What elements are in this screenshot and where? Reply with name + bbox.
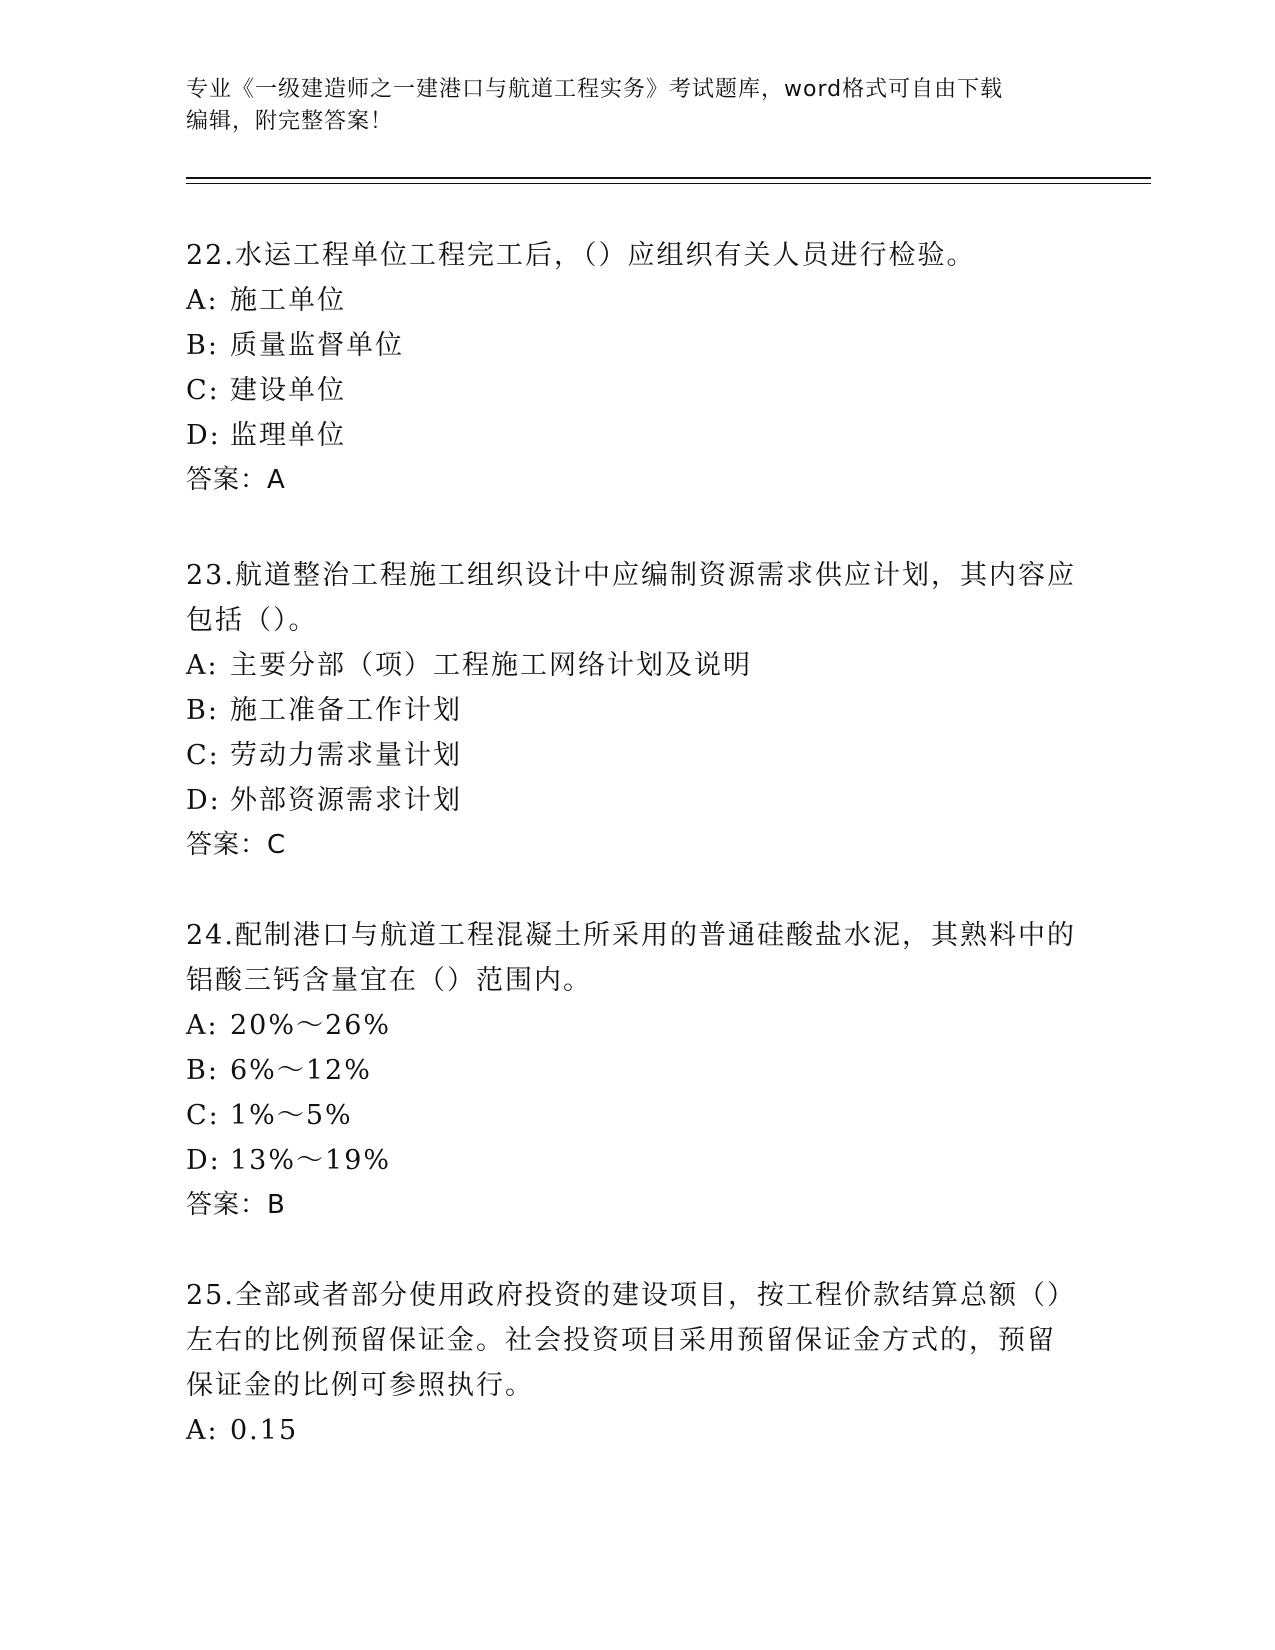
question-22 — [186, 233, 1086, 503]
question-24 — [186, 913, 1086, 1228]
option-text: 建设单位 — [230, 375, 346, 406]
option-text: 20%～26% — [230, 1010, 392, 1041]
option-text: 施工单位 — [230, 285, 346, 316]
option-a — [186, 1003, 1086, 1048]
option-key: B: — [186, 1055, 219, 1086]
question-stem — [186, 1273, 1086, 1408]
option-text: 13%～19% — [230, 1145, 392, 1176]
option-key: A: — [186, 650, 219, 681]
option-key: C: — [186, 1100, 220, 1131]
option-d — [186, 1138, 1086, 1183]
option-b — [186, 688, 1086, 733]
document-header — [186, 74, 1086, 138]
question-stem — [186, 913, 1086, 1003]
header-divider-thin — [186, 183, 1151, 184]
question-stem — [186, 553, 1086, 643]
option-key: B: — [186, 330, 219, 361]
option-key: C: — [186, 375, 220, 406]
option-a — [186, 643, 1086, 688]
option-key: A: — [186, 1415, 219, 1446]
option-c — [186, 733, 1086, 778]
stem-line: 包括（）。 — [186, 605, 318, 636]
option-text: 施工准备工作计划 — [230, 695, 462, 726]
option-text: 劳动力需求量计划 — [230, 740, 462, 771]
answer-line: 答案：C — [186, 830, 287, 860]
header-line-1: 专业《一级建造师之一建港口与航道工程实务》考试题库，word格式可自由下载 — [186, 77, 1004, 102]
option-a — [186, 1408, 1086, 1453]
option-text: 监理单位 — [230, 420, 346, 451]
option-b — [186, 1048, 1086, 1093]
option-d — [186, 778, 1086, 823]
option-d — [186, 413, 1086, 458]
option-key: A: — [186, 1010, 219, 1041]
stem-line: 23.航道整治工程施工组织设计中应编制资源需求供应计划，其内容应 — [186, 560, 1076, 591]
option-text: 0.15 — [230, 1415, 299, 1446]
stem-line: 铝酸三钙含量宜在（）范围内。 — [186, 965, 592, 996]
option-key: A: — [186, 285, 219, 316]
option-b — [186, 323, 1086, 368]
option-key: D: — [186, 785, 221, 816]
option-text: 质量监督单位 — [230, 330, 404, 361]
option-text: 外部资源需求计划 — [230, 785, 462, 816]
option-key: D: — [186, 420, 221, 451]
option-key: D: — [186, 1145, 221, 1176]
option-text: 6%～12% — [230, 1055, 372, 1086]
option-key: C: — [186, 740, 220, 771]
option-text: 1%～5% — [230, 1100, 353, 1131]
stem-line: 25.全部或者部分使用政府投资的建设项目，按工程价款结算总额（） — [186, 1280, 1076, 1311]
question-stem — [186, 233, 1086, 278]
option-text: 主要分部（项）工程施工网络计划及说明 — [230, 650, 752, 681]
option-a — [186, 278, 1086, 323]
header-divider-thick — [186, 177, 1151, 179]
stem-line: 22.水运工程单位工程完工后，（）应组织有关人员进行检验。 — [186, 240, 976, 271]
question-25 — [186, 1273, 1086, 1453]
answer-line: 答案：A — [186, 465, 286, 495]
answer-line: 答案：B — [186, 1190, 286, 1220]
option-c — [186, 1093, 1086, 1138]
header-line-2: 编辑，附完整答案！ — [186, 109, 394, 134]
stem-line: 24.配制港口与航道工程混凝土所采用的普通硅酸盐水泥，其熟料中的 — [186, 920, 1076, 951]
question-23 — [186, 553, 1086, 868]
option-key: B: — [186, 695, 219, 726]
option-c — [186, 368, 1086, 413]
stem-line: 左右的比例预留保证金。社会投资项目采用预留保证金方式的，预留 — [186, 1325, 1056, 1356]
stem-line: 保证金的比例可参照执行。 — [186, 1370, 534, 1401]
